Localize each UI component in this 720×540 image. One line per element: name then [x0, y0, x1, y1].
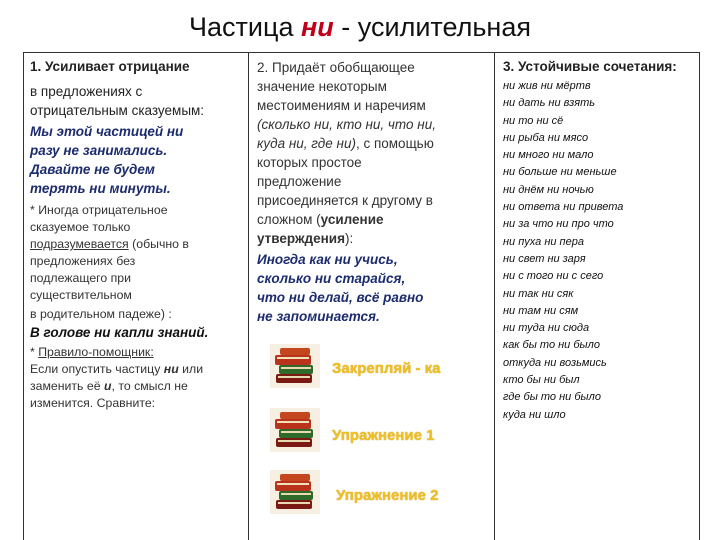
example-line: Иногда как ни учись,	[257, 252, 398, 267]
phrase-item: ни днём ни ночью	[503, 183, 594, 196]
title-text-end: - усилительная	[333, 12, 531, 42]
link-exercise-1[interactable]: Упражнение 1	[332, 427, 435, 444]
phrase-item: ни жив ни мёртв	[503, 80, 591, 92]
rule-text: Если опустить частицу	[30, 362, 164, 376]
rule-text: или	[178, 362, 204, 376]
rule-particle: и	[103, 379, 112, 393]
column-2-heading: 2. Придаёт обобщающее	[257, 60, 415, 75]
note-line: существительном	[30, 288, 132, 302]
text-line: которых простое	[257, 155, 362, 170]
strong-word: усиление	[320, 212, 384, 227]
text-tail: ):	[344, 231, 354, 246]
column-3-heading: 3. Устойчивые сочетания:	[503, 59, 677, 74]
example-line: терять ни минуты.	[30, 181, 171, 196]
books-icon	[270, 408, 320, 452]
phrase-item: ни с того ни с сего	[503, 270, 604, 283]
phrase-item: ни то ни сё	[503, 114, 564, 127]
underlined-word: подразумевается	[30, 237, 129, 251]
phrase-item: как бы то ни было	[503, 339, 600, 352]
phrase-item: ни ответа ни привета	[503, 201, 624, 214]
pronoun-list: (сколько ни, кто ни, что ни,	[257, 117, 436, 132]
column-1-heading: 1. Усиливает отрицание	[30, 59, 190, 74]
note-line: предложениях без	[30, 254, 136, 268]
link-exercise-2[interactable]: Упражнение 2	[336, 487, 439, 504]
rules-table	[23, 52, 700, 540]
text-tail: , с помощью	[355, 136, 434, 151]
title-text: Частица	[189, 12, 301, 42]
rule-text: , то смысл не	[111, 379, 188, 393]
rule-particle: ни	[163, 362, 179, 376]
rule-text: заменить её	[30, 379, 104, 393]
column-idioms	[495, 53, 701, 540]
text-line	[257, 229, 490, 248]
slide-title	[0, 12, 720, 43]
example-genitive: В голове ни капли знаний.	[30, 325, 209, 340]
phrase-item: куда ни шло	[503, 408, 566, 421]
phrase-item: где бы то ни было	[503, 391, 601, 404]
phrase-item: ни много ни мало	[503, 149, 594, 162]
phrase-item: откуда ни возьмись	[503, 356, 607, 369]
phrase-item: ни туда ни сюда	[503, 322, 590, 335]
text-line: отрицательным сказуемым:	[30, 103, 205, 118]
rule-line	[30, 361, 244, 378]
helper-star: *	[30, 345, 39, 359]
note-line: сказуемое только	[30, 220, 131, 234]
text-line: значение некоторым	[257, 79, 387, 94]
text-line	[257, 210, 490, 229]
example-line: не запоминается.	[257, 309, 380, 324]
phrase-item: ни пуха ни пера	[503, 235, 584, 248]
example-line: Давайте не будем	[30, 162, 155, 177]
text-line: присоединяется к другому в	[257, 193, 433, 208]
phrase-item: ни так ни сяк	[503, 287, 574, 300]
phrase-item: ни за что ни про что	[503, 218, 614, 231]
example-line: что ни делай, всё равно	[257, 290, 424, 305]
note-line	[30, 236, 244, 253]
text-line: в предложениях с	[30, 84, 143, 99]
text-part: сложном (	[257, 212, 321, 227]
phrase-item: кто бы ни был	[503, 374, 580, 387]
phrase-item: ни больше ни меньше	[503, 166, 617, 179]
link-practice[interactable]: Закрепляй - ка	[332, 360, 441, 377]
column-negation	[24, 53, 249, 540]
helper-link[interactable]: Правило-помощник:	[38, 345, 154, 359]
phrase-item: ни там ни сям	[503, 304, 579, 317]
column-generalizing	[249, 53, 495, 540]
books-icon	[270, 470, 320, 514]
phrase-item: ни дать ни взять	[503, 97, 596, 110]
note-line: в родительном падеже) :	[30, 307, 172, 321]
phrase-item: ни рыба ни мясо	[503, 131, 589, 144]
note-line: * Иногда отрицательное	[30, 203, 168, 217]
strong-word: утверждения	[257, 231, 345, 246]
example-line: сколько ни старайся,	[257, 271, 406, 286]
rule-line	[30, 378, 244, 395]
text-line: местоимениям и наречиям	[257, 98, 426, 113]
text-line: предложение	[257, 174, 342, 189]
text-line	[257, 134, 490, 153]
title-particle: ни	[300, 12, 334, 42]
note-line: подлежащего при	[30, 271, 131, 285]
rule-line: изменится. Сравните:	[30, 396, 156, 410]
books-icon	[270, 344, 320, 388]
example-line: Мы этой частицей ни	[30, 124, 184, 139]
pronoun-list-end: куда ни, где ни)	[257, 136, 356, 151]
phrase-item: ни свет ни заря	[503, 252, 586, 265]
helper-line	[30, 344, 244, 361]
example-line: разу не занимались.	[30, 143, 168, 158]
note-tail: (обычно в	[128, 237, 189, 251]
